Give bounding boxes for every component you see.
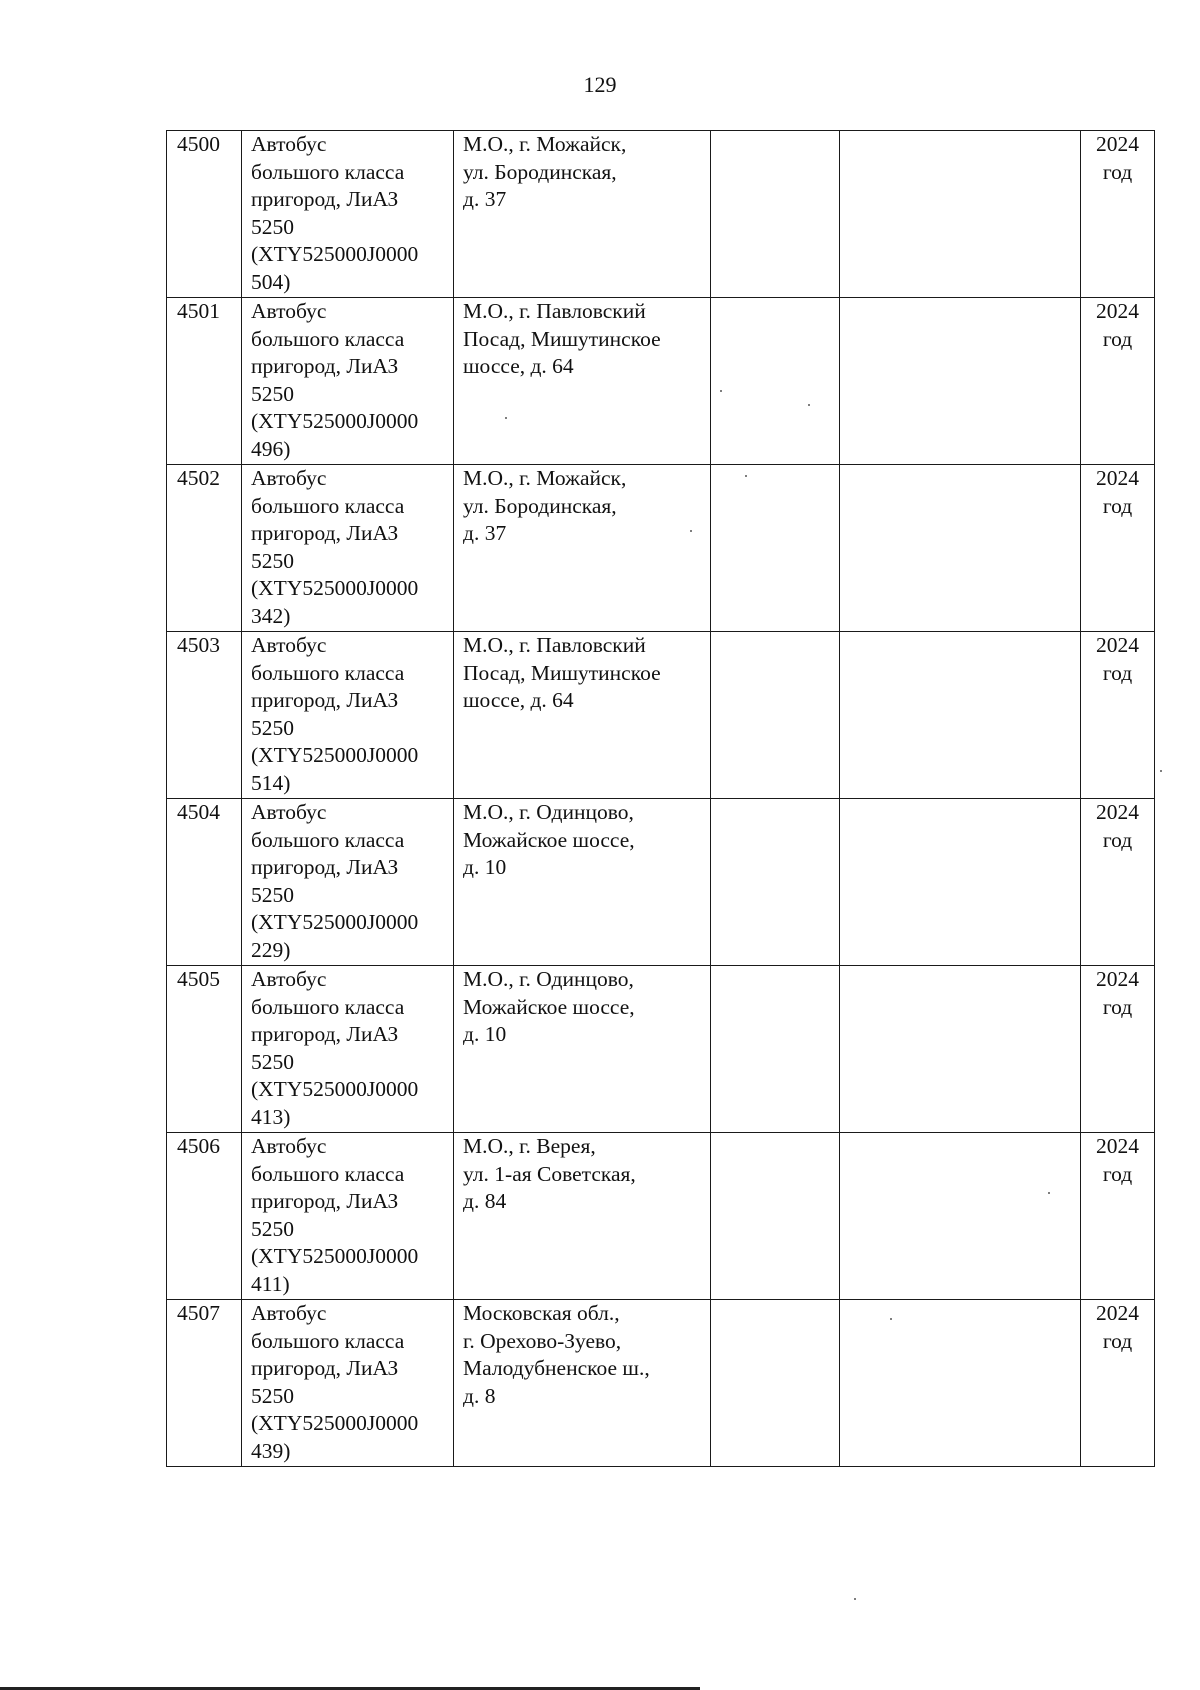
scan-speck	[745, 475, 747, 477]
row-number-cell: 4500	[167, 131, 242, 298]
table-row	[167, 131, 1155, 298]
year-cell: 2024 год	[1081, 1133, 1155, 1300]
scan-speck	[505, 417, 507, 419]
scan-speck	[1160, 770, 1162, 772]
empty-cell	[840, 966, 1081, 1133]
empty-cell	[840, 131, 1081, 298]
row-number-cell: 4502	[167, 465, 242, 632]
year-cell: 2024 год	[1081, 1300, 1155, 1467]
row-number-cell: 4503	[167, 632, 242, 799]
empty-cell	[840, 465, 1081, 632]
scan-speck	[890, 1318, 892, 1320]
empty-cell	[711, 799, 840, 966]
scan-speck	[690, 530, 692, 532]
empty-cell	[711, 1133, 840, 1300]
year-cell: 2024 год	[1081, 131, 1155, 298]
vehicle-name-cell: Автобус большого класса пригород, ЛиАЗ 5250 (XTY525000J0000 229)	[242, 799, 454, 966]
scan-speck	[720, 390, 722, 392]
empty-cell	[711, 465, 840, 632]
address-cell: М.О., г. Верея, ул. 1-ая Советская, д. 84	[454, 1133, 711, 1300]
vehicle-name-cell: Автобус большого класса пригород, ЛиАЗ 5250 (XTY525000J0000 504)	[242, 131, 454, 298]
empty-cell	[711, 966, 840, 1133]
year-cell: 2024 год	[1081, 632, 1155, 799]
empty-cell	[711, 632, 840, 799]
address-cell: М.О., г. Можайск, ул. Бородинская, д. 37	[454, 465, 711, 632]
vehicle-name-cell: Автобус большого класса пригород, ЛиАЗ 5250 (XTY525000J0000 342)	[242, 465, 454, 632]
empty-cell	[840, 298, 1081, 465]
vehicle-registry-table	[166, 130, 1155, 1467]
address-cell: М.О., г. Можайск, ул. Бородинская, д. 37	[454, 131, 711, 298]
year-cell: 2024 год	[1081, 298, 1155, 465]
row-number-cell: 4505	[167, 966, 242, 1133]
empty-cell	[840, 1133, 1081, 1300]
empty-cell	[840, 799, 1081, 966]
row-number-cell: 4504	[167, 799, 242, 966]
empty-cell	[840, 1300, 1081, 1467]
address-cell: М.О., г. Павловский Посад, Мишутинское шоссе, д. 64	[454, 632, 711, 799]
row-number-cell: 4506	[167, 1133, 242, 1300]
table-row	[167, 1133, 1155, 1300]
vehicle-name-cell: Автобус большого класса пригород, ЛиАЗ 5250 (XTY525000J0000 496)	[242, 298, 454, 465]
year-cell: 2024 год	[1081, 465, 1155, 632]
page-number: 129	[583, 72, 617, 97]
empty-cell	[711, 1300, 840, 1467]
address-cell: М.О., г. Одинцово, Можайское шоссе, д. 10	[454, 966, 711, 1133]
empty-cell	[711, 131, 840, 298]
vehicle-name-cell: Автобус большого класса пригород, ЛиАЗ 5250 (XTY525000J0000 411)	[242, 1133, 454, 1300]
row-number-cell: 4507	[167, 1300, 242, 1467]
scan-speck	[854, 1598, 856, 1600]
vehicle-name-cell: Автобус большого класса пригород, ЛиАЗ 5250 (XTY525000J0000 413)	[242, 966, 454, 1133]
table-row	[167, 465, 1155, 632]
scan-speck	[808, 404, 810, 406]
vehicle-name-cell: Автобус большого класса пригород, ЛиАЗ 5250 (XTY525000J0000 514)	[242, 632, 454, 799]
scan-speck	[1048, 1192, 1050, 1194]
table-row	[167, 966, 1155, 1133]
empty-cell	[711, 298, 840, 465]
year-cell: 2024 год	[1081, 966, 1155, 1133]
address-cell: М.О., г. Одинцово, Можайское шоссе, д. 10	[454, 799, 711, 966]
table-row	[167, 1300, 1155, 1467]
year-cell: 2024 год	[1081, 799, 1155, 966]
address-cell: М.О., г. Павловский Посад, Мишутинское шоссе, д. 64	[454, 298, 711, 465]
vehicle-name-cell: Автобус большого класса пригород, ЛиАЗ 5250 (XTY525000J0000 439)	[242, 1300, 454, 1467]
table-row	[167, 799, 1155, 966]
table-row	[167, 298, 1155, 465]
address-cell: Московская обл., г. Орехово-Зуево, Малодубненское ш., д. 8	[454, 1300, 711, 1467]
empty-cell	[840, 632, 1081, 799]
row-number-cell: 4501	[167, 298, 242, 465]
table-row	[167, 632, 1155, 799]
